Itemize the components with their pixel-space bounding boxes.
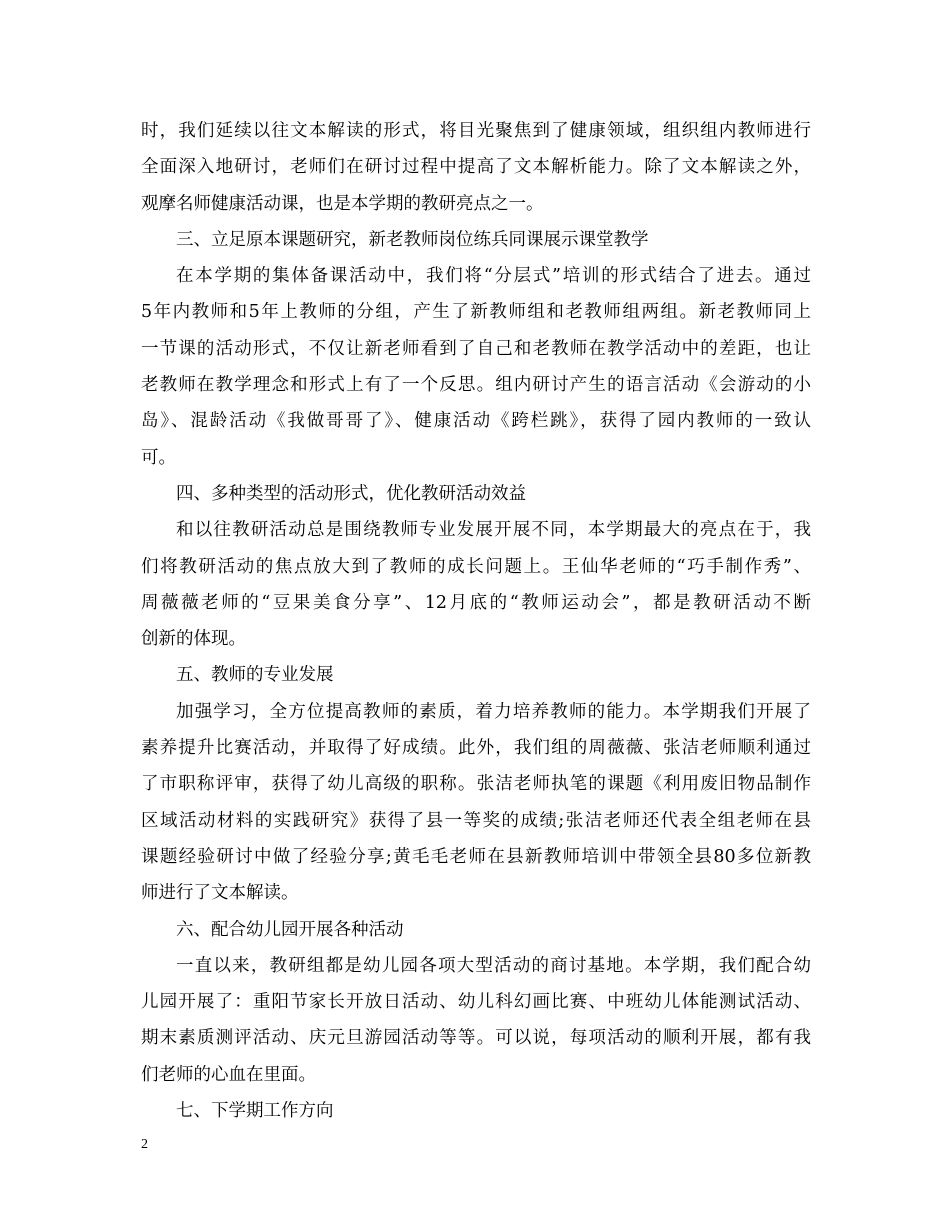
- text-line: 周薇薇老师的“豆果美食分享”、12月底的“教师运动会”，都是教研活动不断: [141, 592, 811, 613]
- text-line: 观摩名师健康活动课，也是本学期的教研亮点之一。: [141, 193, 544, 214]
- text-line: 时，我们延续以往文本解读的形式，将目光聚焦到了健康领域，组织组内教师进行: [141, 121, 811, 141]
- text-line: 5年内教师和5年上教师的分组，产生了新教师组和老教师组两组。新老教师同上: [141, 302, 811, 323]
- text-line: 七、下学期工作方向: [176, 1101, 334, 1122]
- page-number: 2: [141, 1137, 148, 1152]
- text-line: 了市职称评审，获得了幼儿高级的职称。张洁老师执笔的课题《利用废旧物品制作: [141, 774, 811, 795]
- text-line: 在本学期的集体备课活动中，我们将“分层式”培训的形式结合了进去。通过: [176, 266, 811, 287]
- text-line: 师进行了文本解读。: [141, 883, 299, 904]
- text-line: 六、配合幼儿园开展各种活动: [176, 919, 404, 940]
- text-line: 加强学习，全方位提高教师的素质，着力培养教师的能力。本学期我们开展了: [176, 701, 811, 722]
- text-line: 期末素质测评活动、庆元旦游园活动等等。可以说，每项活动的顺利开展，都有我: [141, 1028, 811, 1049]
- text-line: 课题经验研讨中做了经验分享;黄毛毛老师在县新教师培训中带领全县80多位新教: [141, 846, 811, 867]
- text-line: 素养提升比赛活动，并取得了好成绩。此外，我们组的周薇薇、张洁老师顺利通过: [141, 738, 811, 759]
- text-line: 儿园开展了：重阳节家长开放日活动、幼儿科幻画比赛、中班幼儿体能测试活动、: [141, 992, 811, 1013]
- text-line: 一节课的活动形式，不仅让新老师看到了自己和老教师在教学活动中的差距，也让: [141, 338, 811, 359]
- text-line: 们老师的心血在里面。: [141, 1064, 316, 1085]
- text-line: 们将教研活动的焦点放大到了教师的成长问题上。王仙华老师的“巧手制作秀”、: [141, 556, 811, 577]
- text-line: 五、教师的专业发展: [176, 665, 334, 686]
- text-line: 三、立足原本课题研究，新老教师岗位练兵同课展示课堂教学: [176, 229, 649, 250]
- text-line: 和以往教研活动总是围绕教师专业发展开展不同，本学期最大的亮点在于，我: [176, 520, 811, 541]
- text-line: 区域活动材料的实践研究》获得了县一等奖的成绩;张洁老师还代表全组老师在县: [141, 810, 811, 831]
- text-line: 一直以来，教研组都是幼儿园各项大型活动的商讨基地。本学期，我们配合幼: [176, 955, 811, 976]
- text-line: 全面深入地研讨，老师们在研讨过程中提高了文本解析能力。除了文本解读之外，: [141, 157, 811, 178]
- text-line: 老教师在教学理念和形式上有了一个反思。组内研讨产生的语言活动《会游动的小: [141, 375, 811, 396]
- text-line: 创新的体现。: [141, 629, 246, 650]
- document-body: [141, 113, 811, 1129]
- text-line: 四、多种类型的活动形式，优化教研活动效益: [176, 483, 526, 504]
- text-line: 可。: [141, 447, 176, 468]
- text-line: 岛》、混龄活动《我做哥哥了》、健康活动《跨栏跳》，获得了园内教师的一致认: [141, 411, 811, 432]
